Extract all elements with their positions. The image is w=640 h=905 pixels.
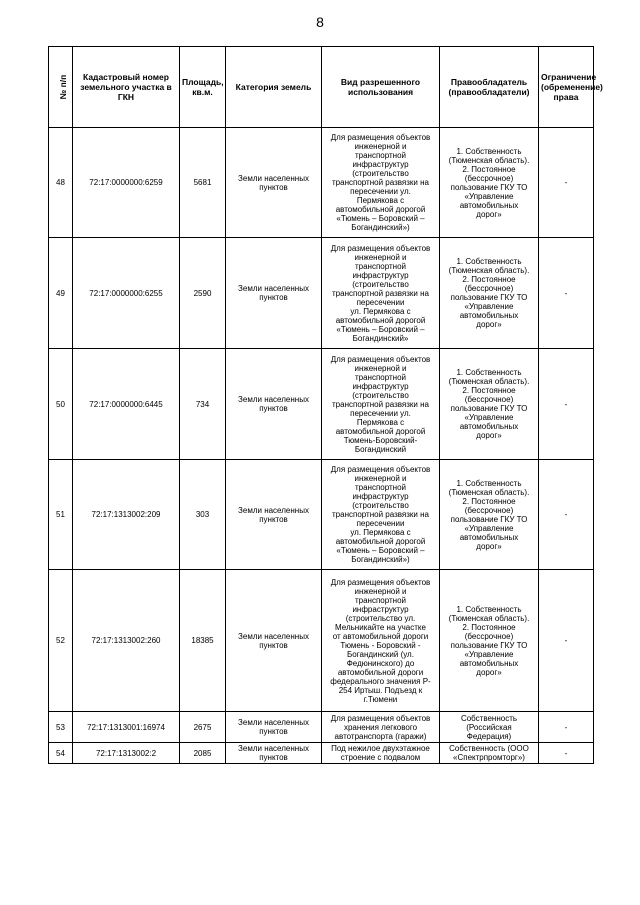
cell-owner: 1. Собственность (Тюменская область). 2. Постоянное (бессрочное) пользование ГКУ ТО «Управление автомобильных дорог»: [440, 570, 539, 712]
cell-category: Земли населенных пунктов: [226, 128, 322, 238]
cell-cadastral: 72:17:1313001:16974: [73, 712, 180, 743]
cell-restriction: -: [539, 349, 594, 460]
cell-use: Для размещения объектов инженерной и транспортной инфраструктур (строительство ул. Мельникайте на участке от автомобильной дороги Тюмень - Боровский - Богандинский (ул. Федюнинского) до автомобильной дороги федерального значения Р- 254 Иртыш. Подъезд к г.Тюмени: [322, 570, 440, 712]
cell-owner: 1. Собственность (Тюменская область). 2. Постоянное (бессрочное) пользование ГКУ ТО «Управление автомобильных дорог»: [440, 460, 539, 570]
cell-area: 2085: [180, 743, 226, 764]
cell-use: Для размещения объектов инженерной и транспортной инфраструктур (строительство транспортной развязки на пересечении ул. Пермякова с автомобильной дорогой Тюмень-Боровский- Богандинский: [322, 349, 440, 460]
cell-owner: 1. Собственность (Тюменская область). 2. Постоянное (бессрочное) пользование ГКУ ТО «Управление автомобильных дорог»: [440, 349, 539, 460]
cell-restriction: -: [539, 712, 594, 743]
cell-category: Земли населенных пунктов: [226, 712, 322, 743]
table-row: [49, 712, 594, 743]
header-cadastral: Кадастровый номер земельного участка в ГКН: [73, 47, 180, 128]
cell-restriction: -: [539, 460, 594, 570]
cell-restriction: -: [539, 128, 594, 238]
cell-use: Для размещения объектов инженерной и транспортной инфраструктур (строительство транспортной развязки на пересечении ул. Пермякова с автомобильной дорогой «Тюмень – Боровский – Богандинский»): [322, 460, 440, 570]
cell-num: 52: [49, 570, 73, 712]
table-row: [49, 128, 594, 238]
cell-owner: Собственность (ООО «Спектрпромторг»): [440, 743, 539, 764]
cell-num: 48: [49, 128, 73, 238]
header-num: № п/п: [49, 47, 73, 128]
header-use: Вид разрешенного использования: [322, 47, 440, 128]
page-number: 8: [316, 14, 324, 30]
cell-restriction: -: [539, 743, 594, 764]
cell-category: Земли населенных пунктов: [226, 743, 322, 764]
header-restriction: Ограничение (обременение) права: [539, 47, 594, 128]
cell-cadastral: 72:17:1313002:260: [73, 570, 180, 712]
cell-cadastral: 72:17:0000000:6259: [73, 128, 180, 238]
cell-category: Земли населенных пунктов: [226, 570, 322, 712]
table-row: [49, 349, 594, 460]
cell-num: 49: [49, 238, 73, 349]
cell-num: 53: [49, 712, 73, 743]
cell-cadastral: 72:17:1313002:209: [73, 460, 180, 570]
cell-num: 50: [49, 349, 73, 460]
cell-use: Для размещения объектов инженерной и транспортной инфраструктур (строительство транспортной развязки на пересечении ул. Пермякова с автомобильной дорогой «Тюмень – Боровский – Богандинский»: [322, 238, 440, 349]
table-row: [49, 743, 594, 764]
cell-area: 18385: [180, 570, 226, 712]
header-owner: Правообладатель (правообладатели): [440, 47, 539, 128]
header-area: Площадь, кв.м.: [180, 47, 226, 128]
table-header-row: [49, 47, 594, 128]
cell-owner: 1. Собственность (Тюменская область). 2. Постоянное (бессрочное) пользование ГКУ ТО «Управление автомобильных дорог»: [440, 238, 539, 349]
cell-area: 734: [180, 349, 226, 460]
table-row: [49, 460, 594, 570]
cell-num: 51: [49, 460, 73, 570]
cell-restriction: -: [539, 238, 594, 349]
cell-category: Земли населенных пунктов: [226, 238, 322, 349]
cell-cadastral: 72:17:1313002:2: [73, 743, 180, 764]
cell-use: Для размещения объектов хранения легкового автотранспорта (гаражи): [322, 712, 440, 743]
cell-cadastral: 72:17:0000000:6255: [73, 238, 180, 349]
cell-area: 303: [180, 460, 226, 570]
cell-area: 2675: [180, 712, 226, 743]
cell-num: 54: [49, 743, 73, 764]
cell-owner: Собственность (Российская Федерация): [440, 712, 539, 743]
table-row: [49, 238, 594, 349]
cell-cadastral: 72:17:0000000:6445: [73, 349, 180, 460]
cell-owner: 1. Собственность (Тюменская область). 2. Постоянное (бессрочное) пользование ГКУ ТО «Управление автомобильных дорог»: [440, 128, 539, 238]
cell-use: Для размещения объектов инженерной и транспортной инфраструктур (строительство транспортной развязки на пересечении ул. Пермякова с автомобильной дорогой «Тюмень – Боровский – Богандинский»): [322, 128, 440, 238]
cell-area: 5681: [180, 128, 226, 238]
cell-category: Земли населенных пунктов: [226, 349, 322, 460]
cell-restriction: -: [539, 570, 594, 712]
cell-category: Земли населенных пунктов: [226, 460, 322, 570]
table-row: [49, 570, 594, 712]
header-category: Категория земель: [226, 47, 322, 128]
cell-use: Под нежилое двухэтажное строение с подвалом: [322, 743, 440, 764]
land-registry-table: [48, 46, 603, 764]
cell-area: 2590: [180, 238, 226, 349]
